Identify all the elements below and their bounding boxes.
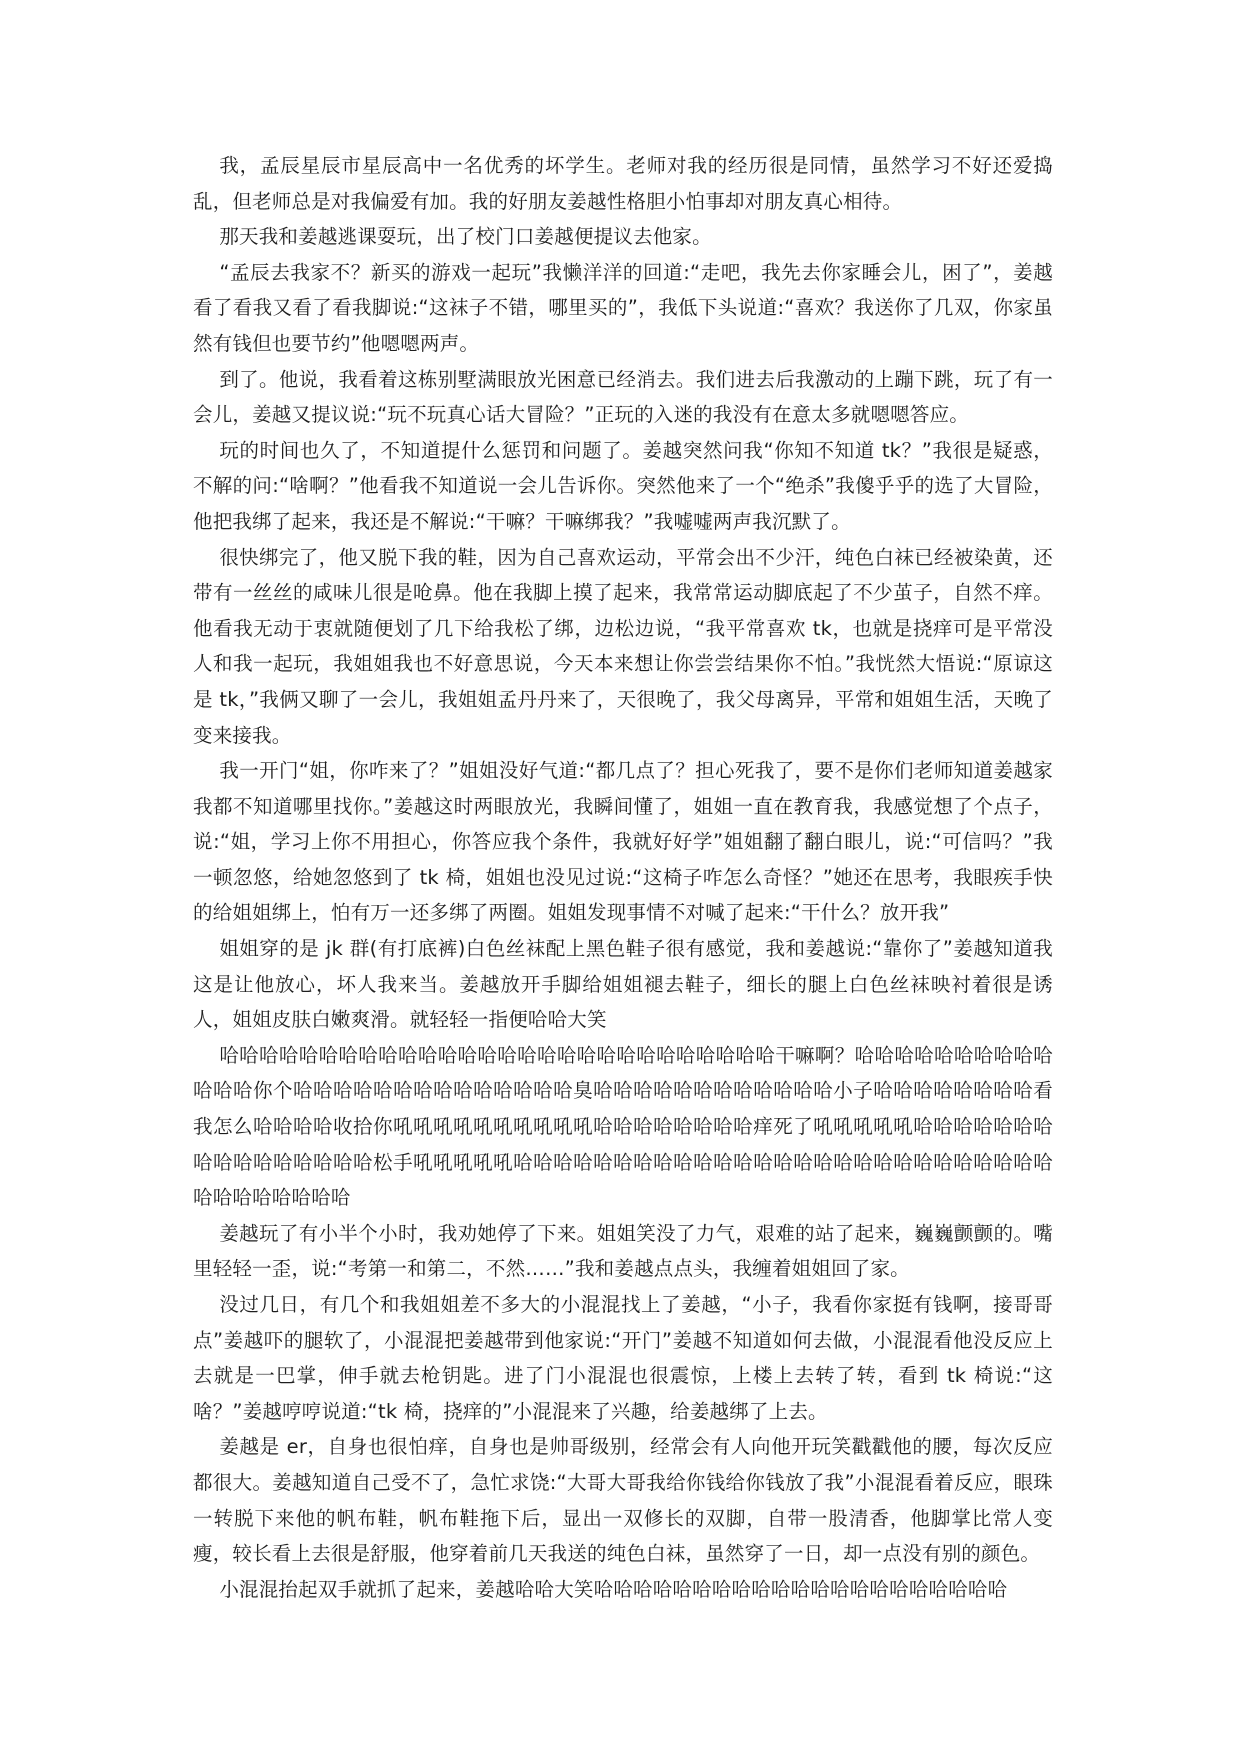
paragraph-11: 没过几日，有几个和我姐姐差不多大的小混混找上了姜越，“小子，我看你家挺有钱啊，接哥哥点”姜越吓的腿软了，小混混把姜越带到他家说:“开门”姜越不知道如何去做，小混混看他没反应上去就是一巴掌，伸手就去枪钥匙。进了门小混混也很震惊，上楼上去转了转，看到 tk 椅说:“这啥？”姜越哼哼说道:“tk 椅，挠痒的”小混混来了兴趣，给姜越绑了上去。 [193,1293,1053,1423]
paragraph-6: 很快绑完了，他又脱下我的鞋，因为自己喜欢运动，平常会出不少汗，纯色白袜已经被染黄，还带有一丝丝的咸味儿很是呛鼻。他在我脚上摸了起来，我常常运动脚底起了不少茧子，自然不痒。他看我无动于衷就随便划了几下给我松了绑，边松边说，“我平常喜欢 tk，也就是挠痒可是平常没人和我一起玩，我姐姐我也不好意思说，今天本来想让你尝尝结果你不怕。”我恍然大悟说:“原谅这是 tk，”我俩又聊了一会儿，我姐姐孟丹丹来了，天很晚了，我父母离异，平常和姐姐生活，天晚了变来接我。 [193,545,1053,747]
paragraph-1: 我，孟辰星辰市星辰高中一名优秀的坏学生。老师对我的经历很是同情，虽然学习不好还爱捣乱，但老师总是对我偏爱有加。我的好朋友姜越性格胆小怕事却对朋友真心相待。 [193,154,1053,213]
story-text [193,148,1053,1607]
paragraph-12: 姜越是 er，自身也很怕痒，自身也是帅哥级别，经常会有人向他开玩笑戳戳他的腰，每次反应都很大。姜越知道自己受不了，急忙求饶:“大哥大哥我给你钱给你钱放了我”小混混看着反应，眼珠一转脱下来他的帆布鞋，帆布鞋拖下后，显出一双修长的双脚，自带一股清香，他脚掌比常人变瘦，较长看上去很是舒服，他穿着前几天我送的纯色白袜，虽然穿了一日，却一点没有别的颜色。 [193,1435,1053,1566]
paragraph-2: 那天我和姜越逃课耍玩，出了校门口姜越便提议去他家。 [219,225,712,249]
paragraph-9: 哈哈哈哈哈哈哈哈哈哈哈哈哈哈哈哈哈哈哈哈哈哈哈哈哈哈哈哈干嘛啊？哈哈哈哈哈哈哈哈哈哈哈哈哈你个哈哈哈哈哈哈哈哈哈哈哈哈哈哈臭哈哈哈哈哈哈哈哈哈哈哈哈小子哈哈哈哈哈哈哈哈看我怎么哈哈哈哈收拾你吼吼吼吼吼吼吼吼吼吼哈哈哈哈哈哈哈哈痒死了吼吼吼吼吼哈哈哈哈哈哈哈哈哈哈哈哈哈哈哈哈松手吼吼吼吼吼哈哈哈哈哈哈哈哈哈哈哈哈哈哈哈哈哈哈哈哈哈哈哈哈哈哈哈哈哈哈哈哈哈哈哈 [193,1043,1053,1210]
paragraph-5: 玩的时间也久了，不知道提什么惩罚和问题了。姜越突然问我“你知不知道 tk？”我很是疑惑，不解的问:“啥啊？”他看我不知道说一会儿告诉你。突然他来了一个“绝杀”我傻乎乎的选了大冒险，他把我绑了起来，我还是不解说:“干嘛？干嘛绑我？”我嘘嘘两声我沉默了。 [193,438,1053,533]
paragraph-8: 姐姐穿的是 jk 群(有打底裤)白色丝袜配上黑色鞋子很有感觉，我和姜越说:“靠你了”姜越知道我这是让他放心，坏人我来当。姜越放开手脚给姐姐褪去鞋子，细长的腿上白色丝袜映衬着很是诱人，姐姐皮肤白嫩爽滑。就轻轻一指便哈哈大笑 [193,937,1053,1032]
paragraph-10: 姜越玩了有小半个小时，我劝她停了下来。姐姐笑没了力气，艰难的站了起来，巍巍颤颤的。嘴里轻轻一歪，说:“考第一和第二，不然……”我和姜越点点头，我缠着姐姐回了家。 [193,1221,1053,1281]
paragraph-13: 小混混抬起双手就抓了起来，姜越哈哈大笑哈哈哈哈哈哈哈哈哈哈哈哈哈哈哈哈哈哈哈哈哈 [219,1577,1008,1601]
paragraph-4: 到了。他说，我看着这栋别墅满眼放光困意已经消去。我们进去后我激动的上蹦下跳，玩了有一会儿，姜越又提议说:“玩不玩真心话大冒险？”正玩的入迷的我没有在意太多就嗯嗯答应。 [193,367,1053,427]
paragraph-7: 我一开门“姐，你咋来了？”姐姐没好气道:“都几点了？担心死我了，要不是你们老师知道姜越家我都不知道哪里找你。”姜越这时两眼放光，我瞬间懂了，姐姐一直在教育我，我感觉想了个点子，说:“姐，学习上你不用担心，你答应我个条件，我就好好学”姐姐翻了翻白眼儿，说:“可信吗？”我一顿忽悠，给她忽悠到了 tk 椅，姐姐也没见过说:“这椅子咋怎么奇怪？”她还在思考，我眼疾手快的给姐姐绑上，怕有万一还多绑了两圈。姐姐发现事情不对喊了起来:“干什么？放开我” [193,759,1053,925]
paragraph-3: “孟辰去我家不？新买的游戏一起玩”我懒洋洋的回道:“走吧，我先去你家睡会儿，困了”，姜越看了看我又看了看我脚说:“这袜子不错，哪里买的”，我低下头说道:“喜欢？我送你了几双，你家虽然有钱但也要节约”他嗯嗯两声。 [193,260,1053,355]
